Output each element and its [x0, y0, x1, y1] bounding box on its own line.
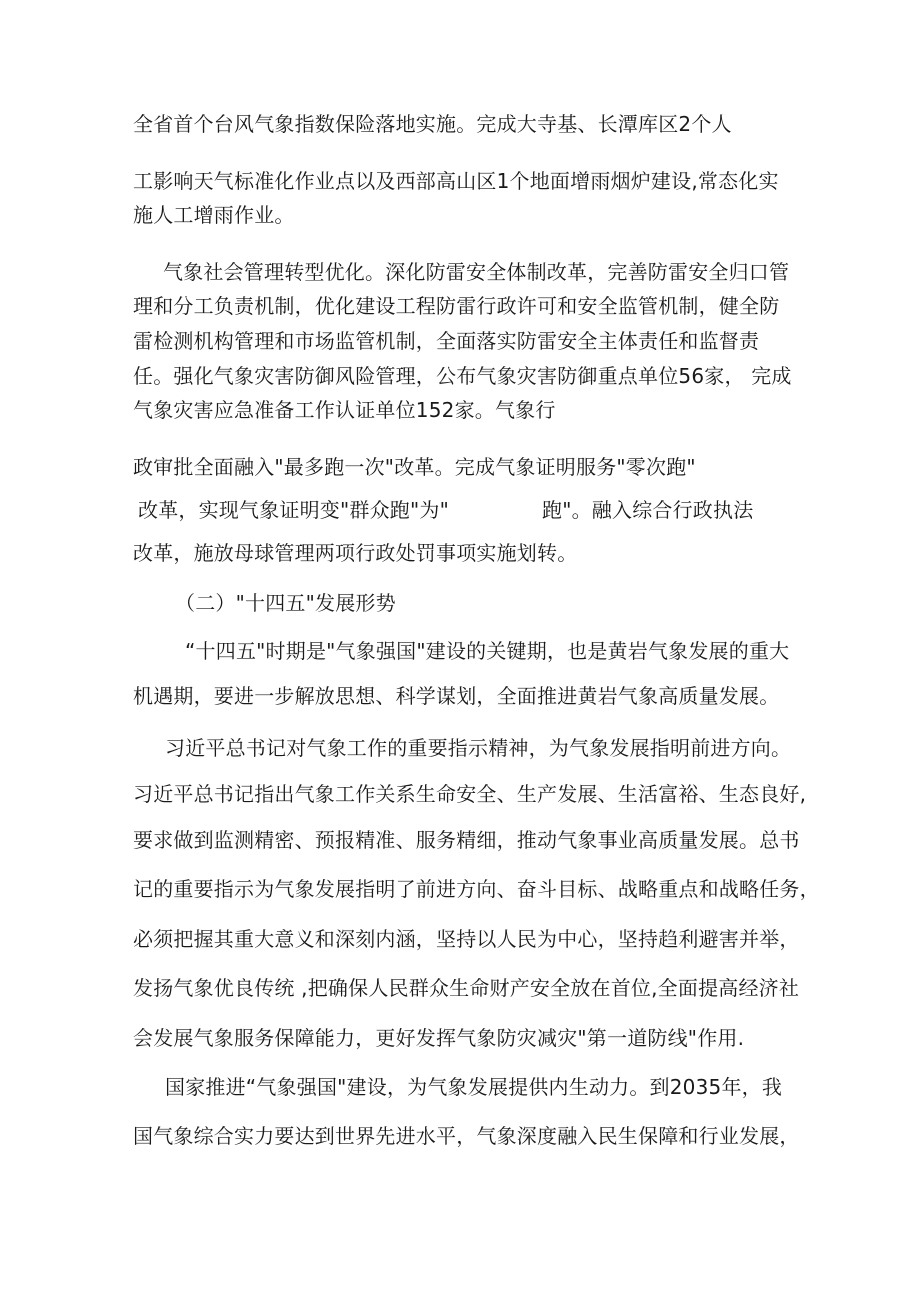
text-line: 记的重要指示为气象发展指明了前进方向、奋斗目标、战略重点和战略任务，	[133, 877, 820, 901]
text-line: 跑"。融入综合行政执法	[542, 498, 754, 522]
text-line: 全省首个台风气象指数保险落地实施。完成大寺基、长潭库区2个人	[133, 112, 732, 136]
text-line: 国气象综合实力要达到世界先进水平，气象深度融入民生保障和行业发展，	[133, 1124, 800, 1148]
text-line: 习近平总书记指出气象工作关系生命安全、生产发展、生活富裕、生态良好,	[133, 782, 807, 806]
text-line: 雷检测机构管理和市场监管机制，全面落实防雷安全主体责任和监督责	[133, 329, 760, 353]
text-line: 施人工增雨作业。	[133, 203, 295, 227]
text-line: 机遇期，要进一步解放思想、科学谋划，全面推进黄岩气象高质量发展。	[133, 684, 780, 708]
text-line: 改革，实现气象证明变"群众跑"为"	[138, 498, 449, 522]
text-line: 政审批全面融入"最多跑一次"改革。完成气象证明服务"零次跑"	[133, 455, 696, 479]
text-line: 必须把握其重大意义和深刻内涵，坚持以人民为中心，坚持趋利避害并举，	[133, 927, 800, 951]
text-line: 气象灾害应急准备工作认证单位152家。气象行	[133, 398, 556, 422]
text-line: 理和分工负责机制，优化建设工程防雷行政许可和安全监管机制，健全防	[133, 294, 780, 318]
text-line: 发扬气象优良传统 ,把确保人民群众生命财产安全放在首位,全面提高经济社	[133, 976, 800, 1000]
text-line: 习近平总书记对气象工作的重要指示精神，为气象发展指明前进方向。	[165, 736, 792, 760]
text-line: 任。强化气象灾害防御风险管理，公布气象灾害防御重点单位56家， 完成	[133, 364, 792, 388]
text-line: “十四五"时期是"气象强国"建设的关键期，也是黄岩气象发展的重大	[185, 639, 790, 663]
text-line: 工影响天气标准化作业点以及西部高山区1个地面增雨烟炉建设,常态化实	[133, 169, 779, 193]
text-line: 改革，施放母球管理两项行政处罚事项实施划转。	[133, 541, 578, 565]
section-heading: （二）"十四五"发展形势	[175, 591, 396, 615]
text-line: 气象社会管理转型优化。深化防雷安全体制改革，完善防雷安全归口管	[163, 260, 790, 284]
text-line: 国家推进“气象强国"建设，为气象发展提供内生动力。到2035年，我	[165, 1075, 783, 1099]
text-line: 要求做到监测精密、预报精准、服务精细，推动气象事业高质量发展。总书	[133, 828, 800, 852]
text-line: 会发展气象服务保障能力，更好发挥气象防灾减灾"第一道防线"作用.	[133, 1026, 745, 1050]
